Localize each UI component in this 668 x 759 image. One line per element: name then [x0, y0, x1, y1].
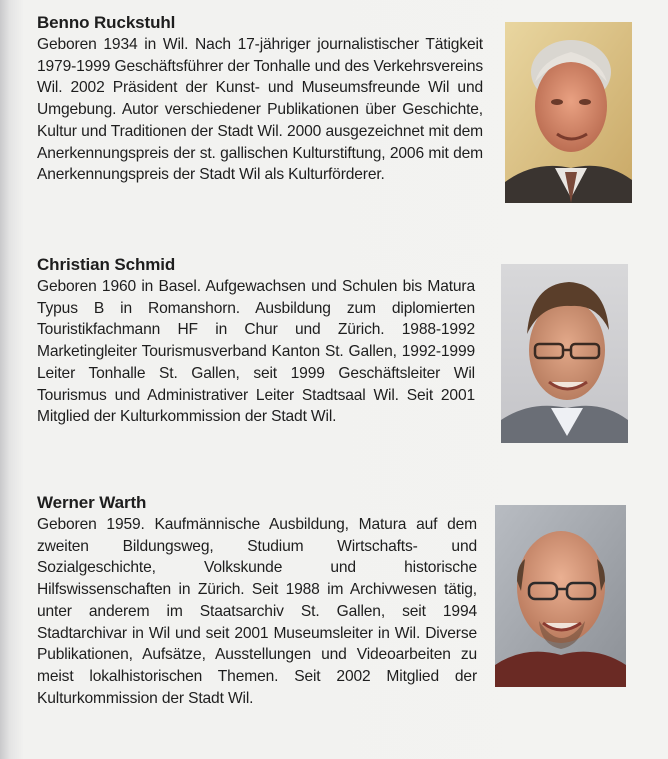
bio-entry-christian-schmid [37, 254, 475, 428]
bio-entry-benno-ruckstuhl [37, 12, 483, 186]
bio-text: Geboren 1959. Kaufmännische Ausbildung, Matura auf dem zweiten Bildungsweg, Studium Wirtschafts- und Sozialgeschichte, Volkskunde und historische Hilfswissenschaften in Zürich. Seit 1988 im Archivwesen tätig, unter anderem im Staatsarchiv St. Gallen, seit 1994 Stadtarchivar in Wil und seit 2001 Museumsleiter in Wil. Diverse Publikationen, Aufsätze, Ausstellungen und Videoarbeiten zu meist lokalhistorischen Themen. Seit 2002 Mitglied der Kulturkommission der Stadt Wil. [37, 516, 477, 707]
portrait-photo-werner-warth [495, 505, 626, 687]
bio-name: Benno Ruckstuhl [37, 13, 176, 32]
bio-name: Werner Warth [37, 493, 147, 512]
portrait-photo-benno-ruckstuhl [505, 22, 632, 203]
portrait-photo-christian-schmid [501, 264, 628, 443]
bio-entry-werner-warth [37, 492, 477, 709]
bio-name: Christian Schmid [37, 255, 176, 274]
bio-text: Geboren 1960 in Basel. Aufgewachsen und Schulen bis Matura Typus B in Romanshorn. Ausbildung zum diplomierten Touristikfachmann HF in Chur und Zürich. 1988-1992 Marketingleiter Tourismusverband Kanton St. Gallen, 1992-1999 Leiter Tonhalle St. Gallen, seit 1999 Geschäftsleiter Wil Tourismus und Administrativer Leiter Stadtsaal Wil. Seit 2001 Mitglied der Kulturkommission der Stadt Wil. [37, 278, 475, 426]
bio-text: Geboren 1934 in Wil. Nach 17-jähriger journalistischer Tätigkeit 1979-1999 Geschäftsführer der Tonhalle und des Verkehrsvereins Wil. 2002 Präsident der Kunst- und Museumsfreunde Wil und Umgebung. Autor verschiedener Publikationen über Geschichte, Kultur und Traditionen der Stadt Wil. 2000 ausgezeichnet mit dem Anerkennungspreis der st. gallischen Kulturstiftung, 2006 mit dem Anerkennungspreis der Stadt Wil als Kulturförderer. [37, 36, 483, 184]
